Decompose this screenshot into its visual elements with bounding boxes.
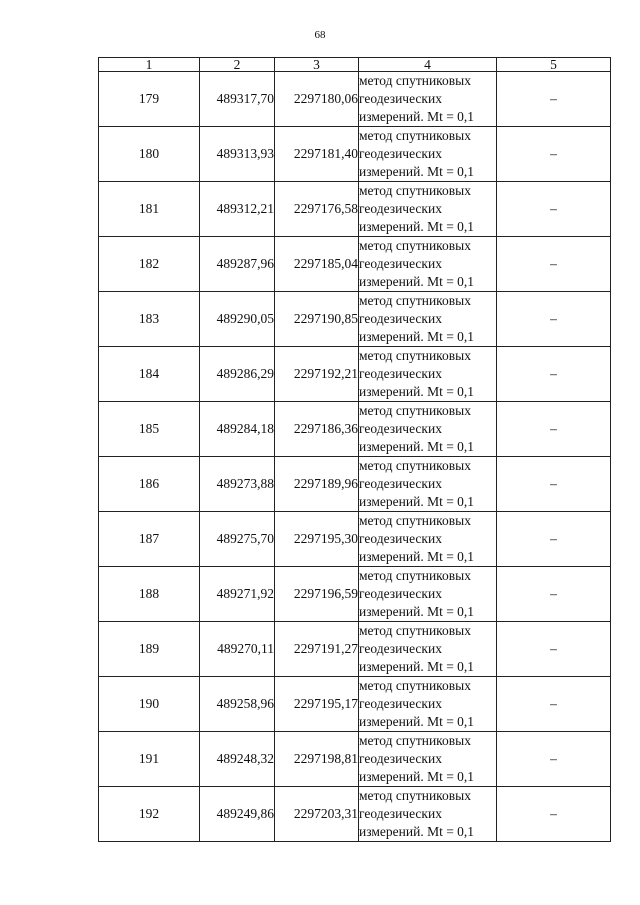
coordinate-x: 489258,96 xyxy=(200,677,275,732)
method-line-3: измерений. Mt = 0,1 xyxy=(359,109,475,124)
note-cell: – xyxy=(497,292,611,347)
method-description xyxy=(359,677,497,732)
header-col-5: 5 xyxy=(497,58,611,72)
method-line-2: геодезических xyxy=(359,476,442,491)
coordinate-x: 489287,96 xyxy=(200,237,275,292)
method-line-1: метод спутниковых xyxy=(359,568,471,583)
method-line-2: геодезических xyxy=(359,421,442,436)
method-line-2: геодезических xyxy=(359,311,442,326)
coordinate-x: 489248,32 xyxy=(200,732,275,787)
method-description xyxy=(359,732,497,787)
method-description xyxy=(359,292,497,347)
point-number: 189 xyxy=(99,622,200,677)
table-header xyxy=(99,58,611,72)
method-line-1: метод спутниковых xyxy=(359,678,471,693)
note-cell: – xyxy=(497,732,611,787)
note-cell: – xyxy=(497,402,611,457)
note-cell: – xyxy=(497,677,611,732)
point-number: 183 xyxy=(99,292,200,347)
method-line-3: измерений. Mt = 0,1 xyxy=(359,494,475,509)
method-description xyxy=(359,72,497,127)
coordinates-table xyxy=(98,57,611,842)
method-description xyxy=(359,787,497,842)
method-line-3: измерений. Mt = 0,1 xyxy=(359,604,475,619)
coordinate-x: 489249,86 xyxy=(200,787,275,842)
table-row xyxy=(99,127,611,182)
point-number: 192 xyxy=(99,787,200,842)
method-line-2: геодезических xyxy=(359,696,442,711)
coordinate-y: 2297191,27 xyxy=(275,622,359,677)
coordinate-x: 489273,88 xyxy=(200,457,275,512)
method-line-1: метод спутниковых xyxy=(359,73,471,88)
method-line-2: геодезических xyxy=(359,806,442,821)
method-line-3: измерений. Mt = 0,1 xyxy=(359,439,475,454)
method-line-3: измерений. Mt = 0,1 xyxy=(359,384,475,399)
table-row xyxy=(99,512,611,567)
header-col-1: 1 xyxy=(99,58,200,72)
point-number: 181 xyxy=(99,182,200,237)
table-row xyxy=(99,347,611,402)
coordinate-x: 489317,70 xyxy=(200,72,275,127)
table-body xyxy=(99,72,611,842)
point-number: 180 xyxy=(99,127,200,182)
page-number: 68 xyxy=(314,29,326,41)
method-line-1: метод спутниковых xyxy=(359,513,471,528)
coordinate-y: 2297195,30 xyxy=(275,512,359,567)
point-number: 182 xyxy=(99,237,200,292)
coordinate-y: 2297176,58 xyxy=(275,182,359,237)
method-line-3: измерений. Mt = 0,1 xyxy=(359,549,475,564)
table-row xyxy=(99,622,611,677)
method-line-2: геодезических xyxy=(359,146,442,161)
coordinate-y: 2297203,31 xyxy=(275,787,359,842)
method-description xyxy=(359,237,497,292)
table-row xyxy=(99,402,611,457)
method-line-2: геодезических xyxy=(359,531,442,546)
table-row xyxy=(99,787,611,842)
coordinate-x: 489312,21 xyxy=(200,182,275,237)
method-line-3: измерений. Mt = 0,1 xyxy=(359,769,475,784)
method-line-1: метод спутниковых xyxy=(359,293,471,308)
coordinate-x: 489275,70 xyxy=(200,512,275,567)
header-col-4: 4 xyxy=(359,58,497,72)
method-line-1: метод спутниковых xyxy=(359,623,471,638)
point-number: 185 xyxy=(99,402,200,457)
table-row xyxy=(99,567,611,622)
coordinate-y: 2297186,36 xyxy=(275,402,359,457)
coordinate-y: 2297181,40 xyxy=(275,127,359,182)
coordinate-x: 489290,05 xyxy=(200,292,275,347)
method-line-3: измерений. Mt = 0,1 xyxy=(359,164,475,179)
table-row xyxy=(99,182,611,237)
method-line-2: геодезических xyxy=(359,586,442,601)
method-description xyxy=(359,622,497,677)
point-number: 186 xyxy=(99,457,200,512)
coordinate-x: 489271,92 xyxy=(200,567,275,622)
method-line-1: метод спутниковых xyxy=(359,183,471,198)
coordinate-x: 489286,29 xyxy=(200,347,275,402)
method-description xyxy=(359,182,497,237)
note-cell: – xyxy=(497,567,611,622)
method-description xyxy=(359,457,497,512)
coordinate-y: 2297196,59 xyxy=(275,567,359,622)
note-cell: – xyxy=(497,622,611,677)
point-number: 188 xyxy=(99,567,200,622)
note-cell: – xyxy=(497,347,611,402)
method-line-1: метод спутниковых xyxy=(359,733,471,748)
header-col-2: 2 xyxy=(200,58,275,72)
method-line-3: измерений. Mt = 0,1 xyxy=(359,714,475,729)
table-row xyxy=(99,732,611,787)
method-line-2: геодезических xyxy=(359,256,442,271)
note-cell: – xyxy=(497,182,611,237)
coordinate-x: 489270,11 xyxy=(200,622,275,677)
method-line-3: измерений. Mt = 0,1 xyxy=(359,219,475,234)
method-line-3: измерений. Mt = 0,1 xyxy=(359,329,475,344)
coordinate-y: 2297189,96 xyxy=(275,457,359,512)
coordinate-y: 2297198,81 xyxy=(275,732,359,787)
method-line-2: геодезических xyxy=(359,91,442,106)
method-line-1: метод спутниковых xyxy=(359,128,471,143)
method-line-2: геодезических xyxy=(359,201,442,216)
header-col-3: 3 xyxy=(275,58,359,72)
table-row xyxy=(99,292,611,347)
coordinate-x: 489284,18 xyxy=(200,402,275,457)
point-number: 191 xyxy=(99,732,200,787)
table-row xyxy=(99,72,611,127)
point-number: 187 xyxy=(99,512,200,567)
method-line-1: метод спутниковых xyxy=(359,788,471,803)
table-row xyxy=(99,677,611,732)
method-description xyxy=(359,512,497,567)
method-line-1: метод спутниковых xyxy=(359,403,471,418)
method-line-1: метод спутниковых xyxy=(359,348,471,363)
method-line-1: метод спутниковых xyxy=(359,458,471,473)
note-cell: – xyxy=(497,512,611,567)
method-line-2: геодезических xyxy=(359,366,442,381)
coordinate-y: 2297180,06 xyxy=(275,72,359,127)
point-number: 179 xyxy=(99,72,200,127)
note-cell: – xyxy=(497,787,611,842)
note-cell: – xyxy=(497,72,611,127)
coordinate-y: 2297190,85 xyxy=(275,292,359,347)
method-line-1: метод спутниковых xyxy=(359,238,471,253)
coordinate-y: 2297195,17 xyxy=(275,677,359,732)
method-line-3: измерений. Mt = 0,1 xyxy=(359,274,475,289)
coordinate-x: 489313,93 xyxy=(200,127,275,182)
table-row xyxy=(99,457,611,512)
method-line-2: геодезических xyxy=(359,751,442,766)
point-number: 190 xyxy=(99,677,200,732)
note-cell: – xyxy=(497,457,611,512)
method-description xyxy=(359,567,497,622)
coordinate-y: 2297185,04 xyxy=(275,237,359,292)
note-cell: – xyxy=(497,127,611,182)
coordinate-y: 2297192,21 xyxy=(275,347,359,402)
header-row xyxy=(99,58,611,72)
method-description xyxy=(359,127,497,182)
point-number: 184 xyxy=(99,347,200,402)
method-line-2: геодезических xyxy=(359,641,442,656)
note-cell: – xyxy=(497,237,611,292)
method-line-3: измерений. Mt = 0,1 xyxy=(359,659,475,674)
method-description xyxy=(359,402,497,457)
table-row xyxy=(99,237,611,292)
method-description xyxy=(359,347,497,402)
method-line-3: измерений. Mt = 0,1 xyxy=(359,824,475,839)
